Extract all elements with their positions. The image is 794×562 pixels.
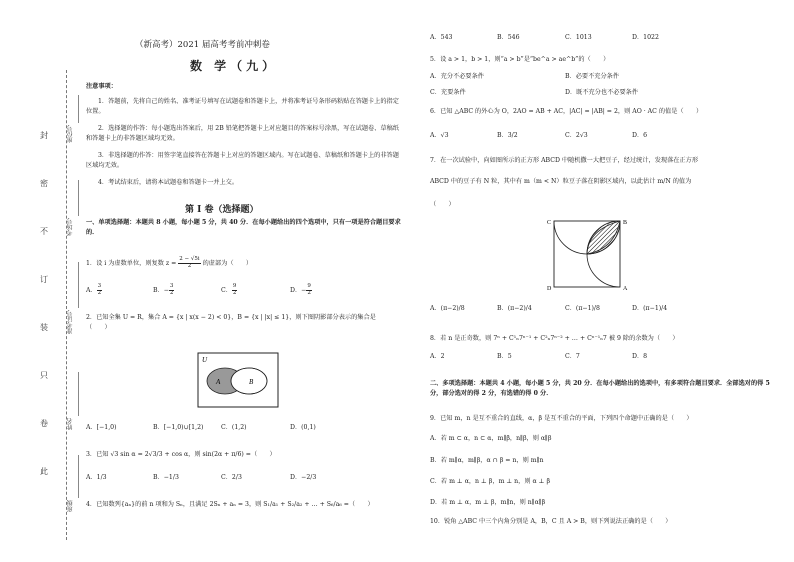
admission-number-line xyxy=(78,262,79,308)
q8-option-d: D．8 xyxy=(632,353,648,360)
q4-option-c: C．1013 xyxy=(565,34,592,41)
q7-square-figure xyxy=(544,216,640,292)
q6-option-d: D．6 xyxy=(632,132,648,139)
q5-option-a: A．充分不必要条件 xyxy=(430,73,484,80)
vertex-d-label: D xyxy=(547,286,552,292)
q5-option-b: B．必要不充分条件 xyxy=(565,73,620,80)
q3-option-c: C．2/3 xyxy=(221,474,242,481)
seal-char: 装 xyxy=(40,323,48,332)
q9-option-b: B．若 m∥α，m∥β，α ∩ β = n，则 m∥n xyxy=(430,457,544,464)
q7-option-d: D．(π−1)/4 xyxy=(632,305,668,312)
q4-option-a: A．543 xyxy=(430,34,453,41)
q7-option-a: A．(π−2)/8 xyxy=(430,305,465,312)
q7-paren: （ ） xyxy=(430,201,455,208)
q7-option-b: B．(π−2)/4 xyxy=(497,305,532,312)
q3-option-d: D．−2/3 xyxy=(290,474,317,481)
q3-stem: 3．已知 √3 sin α = 2√3/3 + cos α，则 sin(2α + π/6) =（ ） xyxy=(86,451,276,458)
seal-char: 订 xyxy=(40,275,48,284)
q5-stem: 5．设 a > 1，b > 1，则“a > b”是“be^a > ae^b”的（ ） xyxy=(430,56,610,63)
q10-stem: 10．锐角 △ABC 中三个内角分别是 A，B，C 且 A > B，则下列说法正确的是（ ） xyxy=(430,518,672,525)
q5-option-d: D．既不充分也不必要条件 xyxy=(565,89,639,96)
q6-option-b: B．3/2 xyxy=(497,132,518,139)
vertex-c-label: C xyxy=(547,220,552,226)
q5-option-c: C．充要条件 xyxy=(430,89,466,96)
q2-option-b: B．[−1,0)∪[1,2) xyxy=(153,424,204,431)
q1-option-a: A． $\frac{3}{2}$ xyxy=(86,283,102,296)
venn-label-a: A xyxy=(216,378,221,386)
q2-option-a: A．[−1,0) xyxy=(86,424,117,431)
notice-item: 1．答题前，先将自己的姓名、准考证号填写在试题卷和答题卡上，并将准考证号条形码粘贴在答题卡上的指定位置。 xyxy=(86,98,399,115)
venn-label-u: U xyxy=(202,356,208,364)
notice-item: 2．选择题的作答：每小题选出答案后，用 2B 铅笔把答题卡上对应题目的答案标号涂黑，写在试题卷、草稿纸和答题卡上的非答题区域均无效。 xyxy=(86,125,399,142)
q2-option-c: C．(1,2) xyxy=(221,424,247,431)
q3-option-a: A．1/3 xyxy=(86,474,107,481)
vertex-a-label: A xyxy=(623,286,628,292)
seal-char: 密 xyxy=(40,179,48,188)
q1-option-b: B．− $\frac{3}{2}$ xyxy=(153,283,174,296)
q8-stem: 8．若 n 是正奇数，则 7ⁿ + C¹ₙ7ⁿ⁻¹ + C²ₙ7ⁿ⁻² + … + Cⁿ⁻¹ₙ7 被 9 除的余数为（ ） xyxy=(430,335,679,342)
q8-option-a: A．2 xyxy=(430,353,445,360)
q7-stem-line2: ABCD 中的豆子有 N 粒，其中有 m（m < N）粒豆子落在阴影区域内，以此估计 m/N 的值为 xyxy=(430,178,692,185)
notice-heading: 注意事项： xyxy=(86,83,117,90)
q8-option-c: C．7 xyxy=(565,353,580,360)
q2-stem: 2．已知全集 U = R，集合 A = {x | x(x − 2) < 0}，B = {x | |x| ≤ 1}，则下图阴影部分表示的集合是（ ） xyxy=(86,314,376,331)
vertex-b-label: B xyxy=(623,220,628,226)
q1-stem: 1．设 i 为虚数单位，则复数 z = $\frac{2 - √5i}{2}$ 的虚部为（ ） xyxy=(86,256,253,269)
seat-number-line xyxy=(78,95,79,123)
seal-char: 只 xyxy=(40,371,48,380)
admission-number-label: 准考证号 xyxy=(67,310,74,334)
exam-room-line xyxy=(78,180,79,216)
notice-item: 3．非选择题的作答：用签字笔直接答在答题卡上对应的答题区域内。写在试题卷、草稿纸和答题卡上的非答题区域均无效。 xyxy=(86,152,399,169)
venn-label-b: B xyxy=(249,378,254,386)
seal-char: 此 xyxy=(40,467,48,476)
q7-option-c: C．(π−1)/8 xyxy=(565,305,600,312)
section2-heading: 二、多项选择题：本题共 4 小题，每小题 5 分，共 20 分．在每小题给出的选项中，有多项符合题目要求．全部选对的得 5 分，部分选对的得 2 分，有选错的得 0 分． xyxy=(430,380,770,397)
seat-number-label: 座位号 xyxy=(67,125,74,143)
class-label: 班级 xyxy=(67,500,74,512)
name-line xyxy=(78,372,79,416)
q1-option-d: D．− $\frac{9}{2}$ xyxy=(290,283,311,296)
q4-stem: 4．已知数列{aₙ}的前 n 项和为 Sₙ，且满足 2Sₙ + aₙ = 3，则 S₁/a₁ + S₂/a₂ + … + S₆/a₆ =（ ） xyxy=(86,501,374,508)
q2-option-d: D．(0,1) xyxy=(290,424,316,431)
q3-option-b: B．−1/3 xyxy=(153,474,179,481)
class-line xyxy=(78,455,79,498)
q8-option-b: B．5 xyxy=(497,353,512,360)
q1-fraction: $\frac{2 - √5i}{2}$ xyxy=(179,256,200,269)
seal-char: 不 xyxy=(40,227,48,236)
q6-stem: 6．已知 △ABC 的外心为 O，2AO = AB + AC，|AC| = |AB| = 2，则 AO · AC 的值是（ ） xyxy=(430,108,703,115)
name-label: 姓名 xyxy=(67,418,74,430)
exam-title: （新高考）2021 届高考考前冲刺卷 xyxy=(135,40,270,50)
seal-char: 封 xyxy=(40,131,48,140)
q4-option-b: B．546 xyxy=(497,34,520,41)
notice-item: 4．考试结束后，请将本试题卷和答题卡一并上交。 xyxy=(98,179,239,186)
exam-room-label: 考场号 xyxy=(67,218,74,236)
q9-option-a: A．若 m ⊂ α，n ⊂ α，m∥β，n∥β，则 α∥β xyxy=(430,435,552,442)
section1-heading: 一、单项选择题：本题共 8 小题，每小题 5 分，共 40 分．在每小题给出的四个选项中，只有一项是符合题目要求的． xyxy=(86,219,401,236)
q9-stem: 9．已知 m，n 是互不重合的直线，α，β 是互不重合的平面，下列四个命题中正确的是（ ） xyxy=(430,415,693,422)
q6-option-c: C．2√3 xyxy=(565,132,588,139)
q9-option-c: C．若 m ⊥ α，n ⊥ β，m ⊥ n，则 α ⊥ β xyxy=(430,478,551,485)
q6-option-a: A．√3 xyxy=(430,132,449,139)
q2-venn-diagram xyxy=(197,352,279,408)
q1-option-c: C． $\frac{9}{2}$ xyxy=(221,283,237,296)
exam-subject: 数 学（九） xyxy=(190,59,279,73)
q4-option-d: D．1022 xyxy=(632,34,659,41)
q7-stem-line1: 7．在一次试验中，向如图所示的正方形 ABCD 中随机撒一大把豆子，经过统计，发现落在正方形 xyxy=(430,157,699,164)
part1-title: 第 Ⅰ 卷（选择题） xyxy=(185,205,259,215)
seal-char: 卷 xyxy=(40,419,48,428)
q9-option-d: D．若 m ⊥ α，m ⊥ β，m∥n，则 n∥α∥β xyxy=(430,499,546,506)
